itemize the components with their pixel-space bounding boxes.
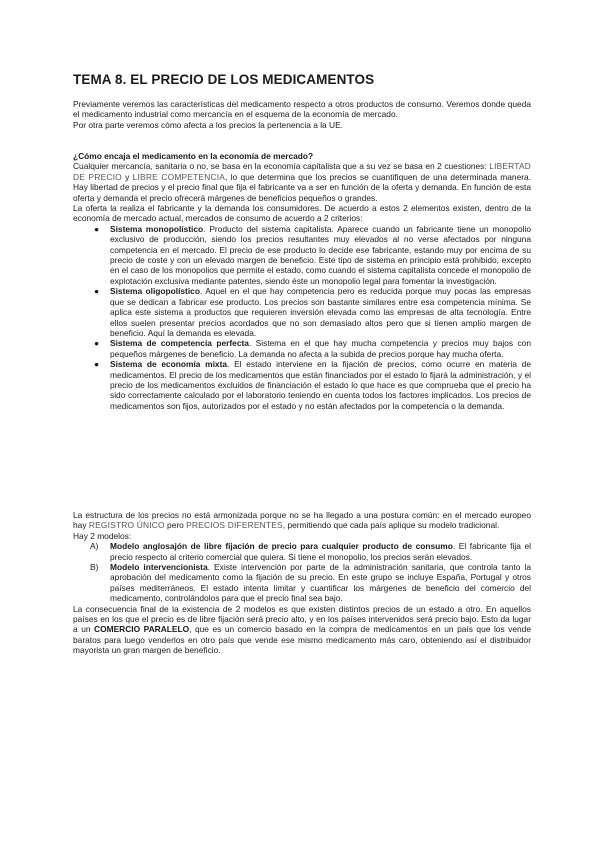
- section-heading: ¿Cómo encaja el medicamento en la economía de mercado?: [73, 151, 314, 161]
- list-item-term: Sistema de economía mixta: [110, 359, 228, 370]
- text-run: Cualquier mercancía, sanitaria o no, se basa en la economía capitalista que a su vez se basa en 2 cuestiones:: [73, 161, 490, 172]
- intro-paragraph: Previamente veremos las características del medicamento respecto a otros productos de consumo. Veremos donde queda el medicamento industrial como mercancía en el esquema de la economía de mercado.: [73, 99, 531, 120]
- list-marker: B): [90, 562, 99, 573]
- list-item-term: Sistema monopolístico: [110, 223, 204, 234]
- caps-term: REGISTRO ÚNICO: [88, 520, 165, 531]
- market-systems-list: [73, 224, 531, 411]
- list-item: [73, 562, 531, 604]
- list-item-text: . Sistema en el que hay mucha competencia y precios muy bajos con pequeños márgenes de beneficio. La demanda no afecta a la subida de precios porque hay mucha oferta.: [110, 338, 531, 359]
- caps-term: LIBRE COMPETENCIA: [132, 171, 226, 182]
- list-item: [73, 338, 531, 359]
- paragraph: [73, 510, 531, 531]
- bullet-icon: ●: [94, 338, 100, 349]
- list-item-text: . Aquel en el que hay competencia pero es reducida porque muy pocas las empresas que se dedican a fabricar ese producto. Los precios son bastante similares entre esa competencia mínima. Se aplica este sistema a productos que requieren inversión elevada como las empresas de alta tecnología. Entre ellos suelen presentar precios acordados que no son demasiado altos pero que si tienen amplio margen de beneficio. Aquí la demanda es elevada.: [110, 286, 531, 338]
- list-item-term: Modelo intervencionista: [110, 562, 208, 573]
- conclusion-paragraph: [73, 604, 531, 656]
- bullet-icon: ●: [94, 223, 100, 234]
- text-run: La estructura de los precios no está armonizada porque no se ha llegado a una postura común: en el mercado europeo hay: [73, 510, 531, 531]
- text-run: , lo que determina que los precios se cuantifiquen de una determinada manera. Hay libertad de precios y el precio final que fija el fabricante va a ser en función de la oferta y demanda. En función de esta oferta y demanda el precio ofrecerá márgenes de beneficios pequeños o grandes.: [73, 171, 532, 203]
- paragraph: La oferta la realiza el fabricante y la demanda los consumidores. De acuerdo a estos 2 elementos existen, dentro de la economía de mercado actual, mercados de consumo de acuerdo a 2 criterios:: [73, 203, 531, 224]
- caps-term: PRECIOS DIFERENTES: [186, 520, 283, 531]
- intro-block: [73, 99, 531, 130]
- intro-paragraph-2: Por otra parte veremos cómo afecta a los precios la pertenencia a la UE.: [73, 119, 343, 130]
- list-item: [73, 286, 531, 338]
- list-item: [73, 359, 531, 411]
- section-price-structure: [73, 510, 531, 656]
- text-run: y: [121, 171, 133, 182]
- bullet-icon: ●: [94, 286, 100, 297]
- list-item-text: . Existe intervención por parte de la administración sanitaria, que controla tanto la aprobación del medicamento como la fijación de su precio. En este grupo se incluye España, Portugal y otros países mediterráneos. El estado intenta limitar y cuantificar los márgenes de beneficio del comercio del medicamento, controlándolos para que el precio final sea bajo.: [110, 562, 531, 604]
- list-item: [73, 224, 531, 286]
- text-run: La consecuencia final de la existencia de 2 modelos es que existen distintos precios de un estado a otro. En aquellos países en los que el precio es de libre fijación será precio alto, y en los países intervenidos será precio bajo. Esto da lugar a un: [73, 603, 531, 635]
- text-run: , permitiendo que cada país aplique su modelo tradicional.: [282, 520, 500, 531]
- models-intro: Hay 2 modelos:: [73, 530, 132, 541]
- list-item-text: . El fabricante fija el precio respecto al criterio comercial que quiera. Si tiene el monopolio, los precios serán elevados.: [110, 541, 531, 562]
- list-item-term: Sistema oligopolístico: [110, 286, 200, 297]
- bullet-icon: ●: [94, 359, 100, 370]
- list-item-text: . Producto del sistema capitalista. Aparece cuando un fabricante tiene un monopolio exclusivo de producción, siendo los precios resultantes muy elevados al no verse afectados por ninguna competencia en el mercado. El precio de ese producto lo decide ese fabricante, estando muy por encima de su precio de coste y con un elevado margen de beneficio. Este tipo de sistema en principio está prohibido, excepto en el caso de los monopolios que permite el estado, como cuando el sistema capitalista concede el monopolio de explotación exclusiva mediante patentes, siendo éste un monopolio legal para fomentar la investigación.: [110, 223, 531, 286]
- list-item-text: . El estado interviene en la fijación de precios, como ocurre en materia de medicamentos. El precio de los medicamentos que están financiados por el estado lo fijará la administración, y el precio de los medicamentos excluidos de financiación el estado lo que hace es que comprueba que el precio ha sido correctamente calculado por el laboratorio teniendo en cuenta todos los factores implicados. Los precios de medicamentos son fijos, autorizados por el estado y no están afectados por la competencia o la demanda.: [110, 359, 531, 411]
- text-run: , que es un comercio basado en la compra de medicamentos en un país que los vende baratos para luego venderlos en otro país que vende ese mismo medicamento más caro, obteniendo así el distribuidor mayorista un gran margen de beneficio.: [73, 624, 531, 656]
- text-run: pero: [164, 520, 187, 531]
- section-market-economy: [73, 151, 531, 411]
- models-list: [73, 541, 531, 603]
- page-title: TEMA 8. EL PRECIO DE LOS MEDICAMENTOS: [73, 72, 375, 87]
- bold-term: COMERCIO PARALELO: [94, 624, 190, 635]
- paragraph: [73, 161, 531, 203]
- list-marker: A): [90, 541, 99, 552]
- list-item: [73, 541, 531, 562]
- list-item-term: Sistema de competencia perfecta: [110, 338, 249, 349]
- list-item-term: Modelo anglosajón de libre fijación de precio para cualquier producto de consumo: [110, 541, 453, 552]
- caps-term: LIBERTAD DE PRECIO: [73, 161, 531, 182]
